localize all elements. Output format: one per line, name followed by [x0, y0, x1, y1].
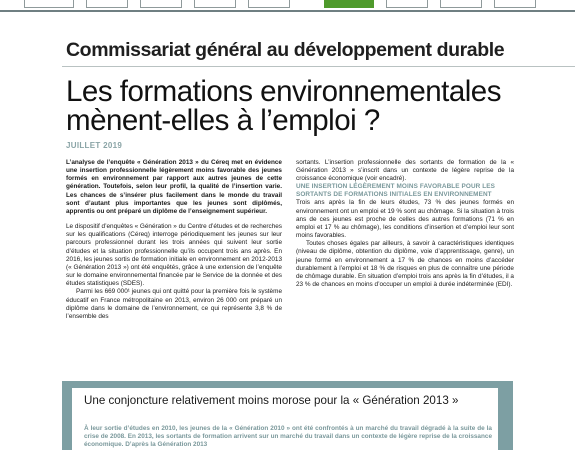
section-heading: UNE INSERTION LÉGÈREMENT MOINS FAVORABLE POUR LES SORTANTS DE FORMATIONS INITIALES EN ENVIRONNEMENT	[296, 183, 495, 199]
tab-0[interactable]	[24, 0, 74, 8]
intro-paragraph: L’analyse de l’enquête « Génération 2013 » du Céreq met en évidence une insertion professionnelle légèrement moins favorable des jeunes formés en environnement par rapport aux autres jeunes de cette génération. Toutefois, selon leur profil, la qualité de l’insertion varie. Les chances de s’insérer plus facilement dans le monde du travail sont d’autant plus importantes que les jeunes sont diplômés, apprentis ou ont préparé un diplôme de l’enseignement supérieur.	[66, 159, 282, 215]
section-paragraph-2: Toutes choses égales par ailleurs, à savoir à caractéristiques identiques (niveau de diplôme, obtention du diplôme, voie d’apprentissage, genre), un jeune formé en environnement a 17 % de chances en moins d’accéder durablement à l’emploi et 18 % de risques en plus de connaître une période de chômage durable. En situation d’emploi trois ans après la fin d’études, il a 23 % de chances en moins d’occuper un emploi à durée indéterminée (EDI).	[296, 240, 514, 289]
tab-4[interactable]	[248, 0, 290, 8]
body-paragraph-2: Parmi les 669 000¹ jeunes qui ont quitté pour la première fois le système éducatif en France métropolitaine en 2013, environ 26 000 ont préparé un diplôme dans le domaine de l’environnement, ce qui représente 3,8 % de l’ensemble des	[66, 288, 282, 320]
tab-7[interactable]	[440, 0, 482, 8]
right-column	[296, 159, 514, 289]
tab-8[interactable]	[494, 0, 536, 8]
tab-5[interactable]	[324, 0, 374, 8]
organization-name: Commissariat général au développement durable	[66, 39, 505, 61]
info-box-title: Une conjoncture relativement moins morose pour la « Génération 2013 »	[84, 394, 459, 407]
tab-6[interactable]	[386, 0, 428, 8]
tab-2[interactable]	[140, 0, 182, 8]
publication-date: JUILLET 2019	[66, 141, 123, 150]
page-title: Les formations environnementales mènent-elles à l’emploi ?	[66, 75, 501, 137]
top-tabs	[0, 0, 575, 10]
tab-3[interactable]	[194, 0, 236, 8]
left-column	[66, 159, 282, 321]
section-paragraph-1: Trois ans après la fin de leurs études, 73 % des jeunes formés en environnement ont un emploi et 19 % sont au chômage. Si la situation à trois ans de ces jeunes est proche de celles des autres formations (71 % en emploi et 17 % au chômage), les conditions d’insertion et d’emploi leur sont moins favorables.	[296, 199, 514, 240]
body-paragraph-1: Le dispositif d’enquêtes « Génération » du Centre d’études et de recherches sur les qualifications (Céreq) interroge périodiquement les jeunes sur leur parcours professionnel durant les trois années qui suivent leur sortie d’études et la situation professionnelle qu’ils occupent trois ans après. En 2016, les jeunes sortis de formation initiale en environnement en 2012-2013 (« Génération 2013 ») ont été enquêtés, grâce à une extension de l’enquête sur le domaine environnemental financée par le Service de la donnée et des études statistiques (SDES).	[66, 223, 283, 288]
header-band	[0, 10, 575, 12]
header-divider	[62, 66, 575, 67]
info-box-text: À leur sortie d’études en 2010, les jeunes de la « Génération 2010 » ont été confrontés à un marché du travail dégradé à la suite de la crise de 2008. En 2013, les sortants de formation arrivent sur un marché du travail dans un contexte de légère reprise de la croissance économique. D’après la Génération 2013	[84, 425, 492, 449]
continued-paragraph: sortants. L’insertion professionnelle des sortants de formation de la « Génération 2013 » s’inscrit dans un contexte de légère reprise de la croissance économique (voir encadré).	[296, 159, 514, 183]
tab-1[interactable]	[86, 0, 128, 8]
